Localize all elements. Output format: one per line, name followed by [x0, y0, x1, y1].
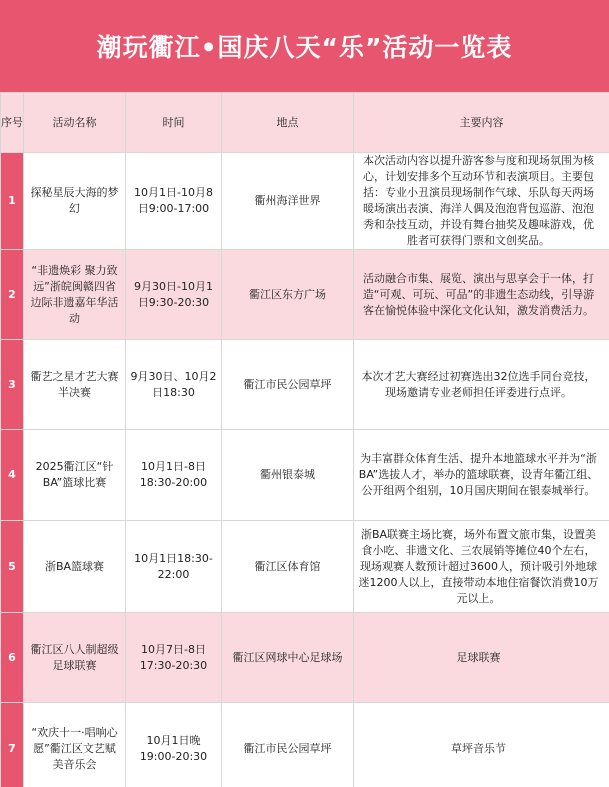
row-number: 5 — [1, 521, 24, 613]
row-number: 7 — [1, 703, 24, 787]
row-number: 3 — [1, 340, 24, 430]
activity-place: 衢江市民公园草坪 — [222, 703, 354, 787]
activity-place: 衢江市民公园草坪 — [222, 340, 354, 430]
activity-name: 浙BA篮球赛 — [24, 521, 126, 613]
activity-table — [0, 92, 609, 787]
activity-time: 10月1日-10月8日9:00-17:00 — [126, 153, 222, 250]
activity-content: 本次活动内容以提升游客参与度和现场氛围为核心，计划安排多个互动环节和表演项目。主要包括：专业小丑演员现场制作气球、乐队每天两场暖场演出表演、海洋人偶及泡泡背包巡游、泡泡秀和杂技互动，并设有舞台抽奖及趣味游戏，优胜者可获得门票和文创奖品。 — [354, 153, 609, 250]
header-name: 活动名称 — [24, 93, 126, 153]
activity-content: 草坪音乐节 — [354, 703, 609, 787]
activity-name: “欢庆十一·唱响心愿”衢江区文艺赋美音乐会 — [24, 703, 126, 787]
activity-name: 探秘星辰大海的梦幻 — [24, 153, 126, 250]
table-row — [1, 340, 609, 430]
table-header-row — [1, 93, 609, 153]
table-row — [1, 521, 609, 613]
activity-time: 10月1日晚19:00-20:30 — [126, 703, 222, 787]
table-row — [1, 430, 609, 521]
row-number: 2 — [1, 250, 24, 340]
activity-name: 衢江区八人制超级足球联赛 — [24, 613, 126, 703]
activity-name: 2025衢江区“针BA”篮球比赛 — [24, 430, 126, 521]
activity-place: 衢江区体育馆 — [222, 521, 354, 613]
activity-name: “非遗焕彩 聚力致远”浙皖闽赣四省边际非遗嘉年华活动 — [24, 250, 126, 340]
row-number: 1 — [1, 153, 24, 250]
title-banner — [0, 0, 609, 92]
activity-time: 10月7日-8日17:30-20:30 — [126, 613, 222, 703]
header-time: 时间 — [126, 93, 222, 153]
page-title: 潮玩衢江•国庆八天“乐”活动一览表 — [96, 33, 513, 62]
activity-content: 足球联赛 — [354, 613, 609, 703]
row-number: 4 — [1, 430, 24, 521]
activity-content: 为丰富群众体育生活、提升本地篮球水平并为“浙BA”选拔人才，举办的篮球联赛，设青年衢江组、公开组两个组别，10月国庆期间在银泰城举行。 — [354, 430, 609, 521]
activity-content: 浙BA联赛主场比赛，场外布置文旅市集，设置美食小吃、非遗文化、三农展销等摊位40个左右，现场观赛人数预计超过3600人，预计吸引外地球迷1200人以上，直接带动本地住宿餐饮消费10万元以上。 — [354, 521, 609, 613]
table-row — [1, 613, 609, 703]
table-row — [1, 250, 609, 340]
row-number: 6 — [1, 613, 24, 703]
activity-time: 9月30日-10月1日9:30-20:30 — [126, 250, 222, 340]
activity-content: 本次才艺大赛经过初赛选出32位选手同台竞技，现场邀请专业老师担任评委进行点评。 — [354, 340, 609, 430]
activity-place: 衢江区东方广场 — [222, 250, 354, 340]
activity-time: 10月1日-8日18:30-20:00 — [126, 430, 222, 521]
activity-name: 衢艺之星才艺大赛半决赛 — [24, 340, 126, 430]
table-row — [1, 153, 609, 250]
header-content: 主要内容 — [354, 93, 609, 153]
activity-place: 衢江区网球中心足球场 — [222, 613, 354, 703]
activity-time: 10月1日18:30-22:00 — [126, 521, 222, 613]
header-place: 地点 — [222, 93, 354, 153]
activity-time: 9月30日、10月2日18:30 — [126, 340, 222, 430]
table-row — [1, 703, 609, 787]
header-no: 序号 — [1, 93, 24, 153]
activity-place: 衢州海洋世界 — [222, 153, 354, 250]
activity-content: 活动融合市集、展览、演出与思享会于一体，打造“可观、可玩、可品”的非遗生态动线，引导游客在愉悦体验中深化文化认知，激发消费活力。 — [354, 250, 609, 340]
activity-place: 衢州银泰城 — [222, 430, 354, 521]
